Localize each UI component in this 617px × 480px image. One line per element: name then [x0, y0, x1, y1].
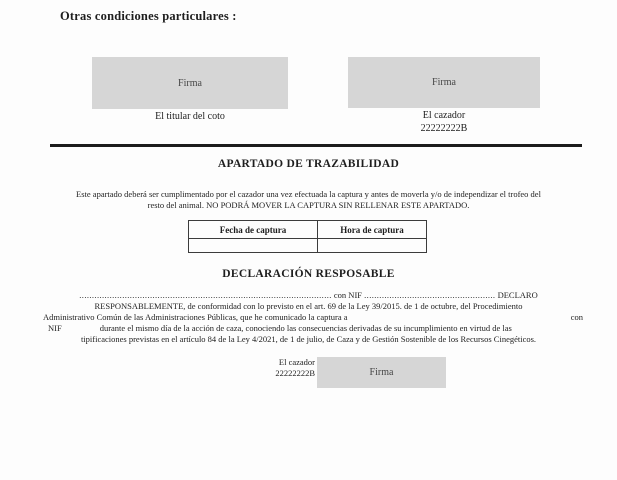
- trazabilidad-intro: [30, 189, 587, 211]
- signature-box-coto-label: Firma: [178, 77, 202, 89]
- declaracion-line4-text: durante el mismo día de la acción de caza, conociendo las consecuencias derivadas de su incumplimiento en virtud de las: [99, 323, 512, 333]
- declaracion-line1: [0, 290, 617, 301]
- signature-box-bottom-label: Firma: [369, 367, 394, 378]
- capture-cell-fecha: [189, 239, 318, 253]
- dotted-line-nif: ....................................................: [364, 290, 496, 300]
- signature-box-cazador-label: Firma: [432, 77, 456, 88]
- declaracion-line3: [43, 312, 583, 323]
- cazador-caption-text: El cazador: [422, 110, 466, 121]
- declaracion-line1-mid: con NIF: [333, 290, 363, 300]
- trazabilidad-intro-line1: Este apartado deberá ser cumplimentado por el cazador una vez efectuada la captura y antes de moverla y/o de independizar el trofeo del: [76, 189, 541, 199]
- cazador-nif: 22222222B: [420, 122, 468, 134]
- declaracion-line1-end: DECLARO: [497, 290, 538, 300]
- bottom-cazador-caption: El cazador: [278, 357, 315, 367]
- declaracion-line4-label: NIF: [48, 323, 62, 333]
- capture-table-header-hora: Hora de captura: [318, 221, 427, 239]
- capture-table-header-fecha: Fecha de captura: [189, 221, 318, 239]
- bottom-cazador-nif: 22222222B: [275, 368, 315, 378]
- capture-table-header-row: [189, 221, 427, 239]
- section-divider: [50, 144, 582, 147]
- declaracion-line3-text: Administrativo Común de las Administraciones Públicas, que he comunicado la captura a: [43, 312, 348, 322]
- signature-caption-coto: El titular del coto: [155, 111, 225, 122]
- declaracion-line5: tipificaciones previstas en el artículo 84 de la Ley 4/2021, de 1 de julio, de Caza y de Gestión Sostenible de los Recursos Cinegéticos.: [80, 334, 537, 344]
- declaracion-line2: RESPONSABLEMENTE, de conformidad con lo previsto en el art. 69 de la Ley 39/2015. de 1 de octubre, del Procedimiento: [94, 301, 523, 311]
- capture-table: [188, 220, 427, 253]
- capture-cell-hora: [318, 239, 427, 253]
- signature-box-cazador: [348, 57, 540, 108]
- signature-box-coto: [92, 57, 288, 109]
- signature-box-bottom: [317, 357, 446, 388]
- trazabilidad-heading: APARTADO DE TRAZABILIDAD: [217, 158, 400, 170]
- bottom-signature-caption: [213, 357, 315, 379]
- declaracion-line3-end: con: [570, 312, 583, 322]
- signature-caption-cazador: [348, 110, 540, 135]
- dotted-line-name: ....................................................................................................: [79, 290, 332, 300]
- declaracion-line4: [48, 323, 588, 334]
- page-title: Otras condiciones particulares :: [60, 9, 237, 23]
- capture-table-empty-row: [189, 239, 427, 253]
- declaracion-heading: DECLARACIÓN RESPOSABLE: [222, 268, 395, 280]
- trazabilidad-intro-line2: resto del animal. NO PODRÁ MOVER LA CAPTURA SIN RELLENAR ESTE APARTADO.: [147, 199, 470, 210]
